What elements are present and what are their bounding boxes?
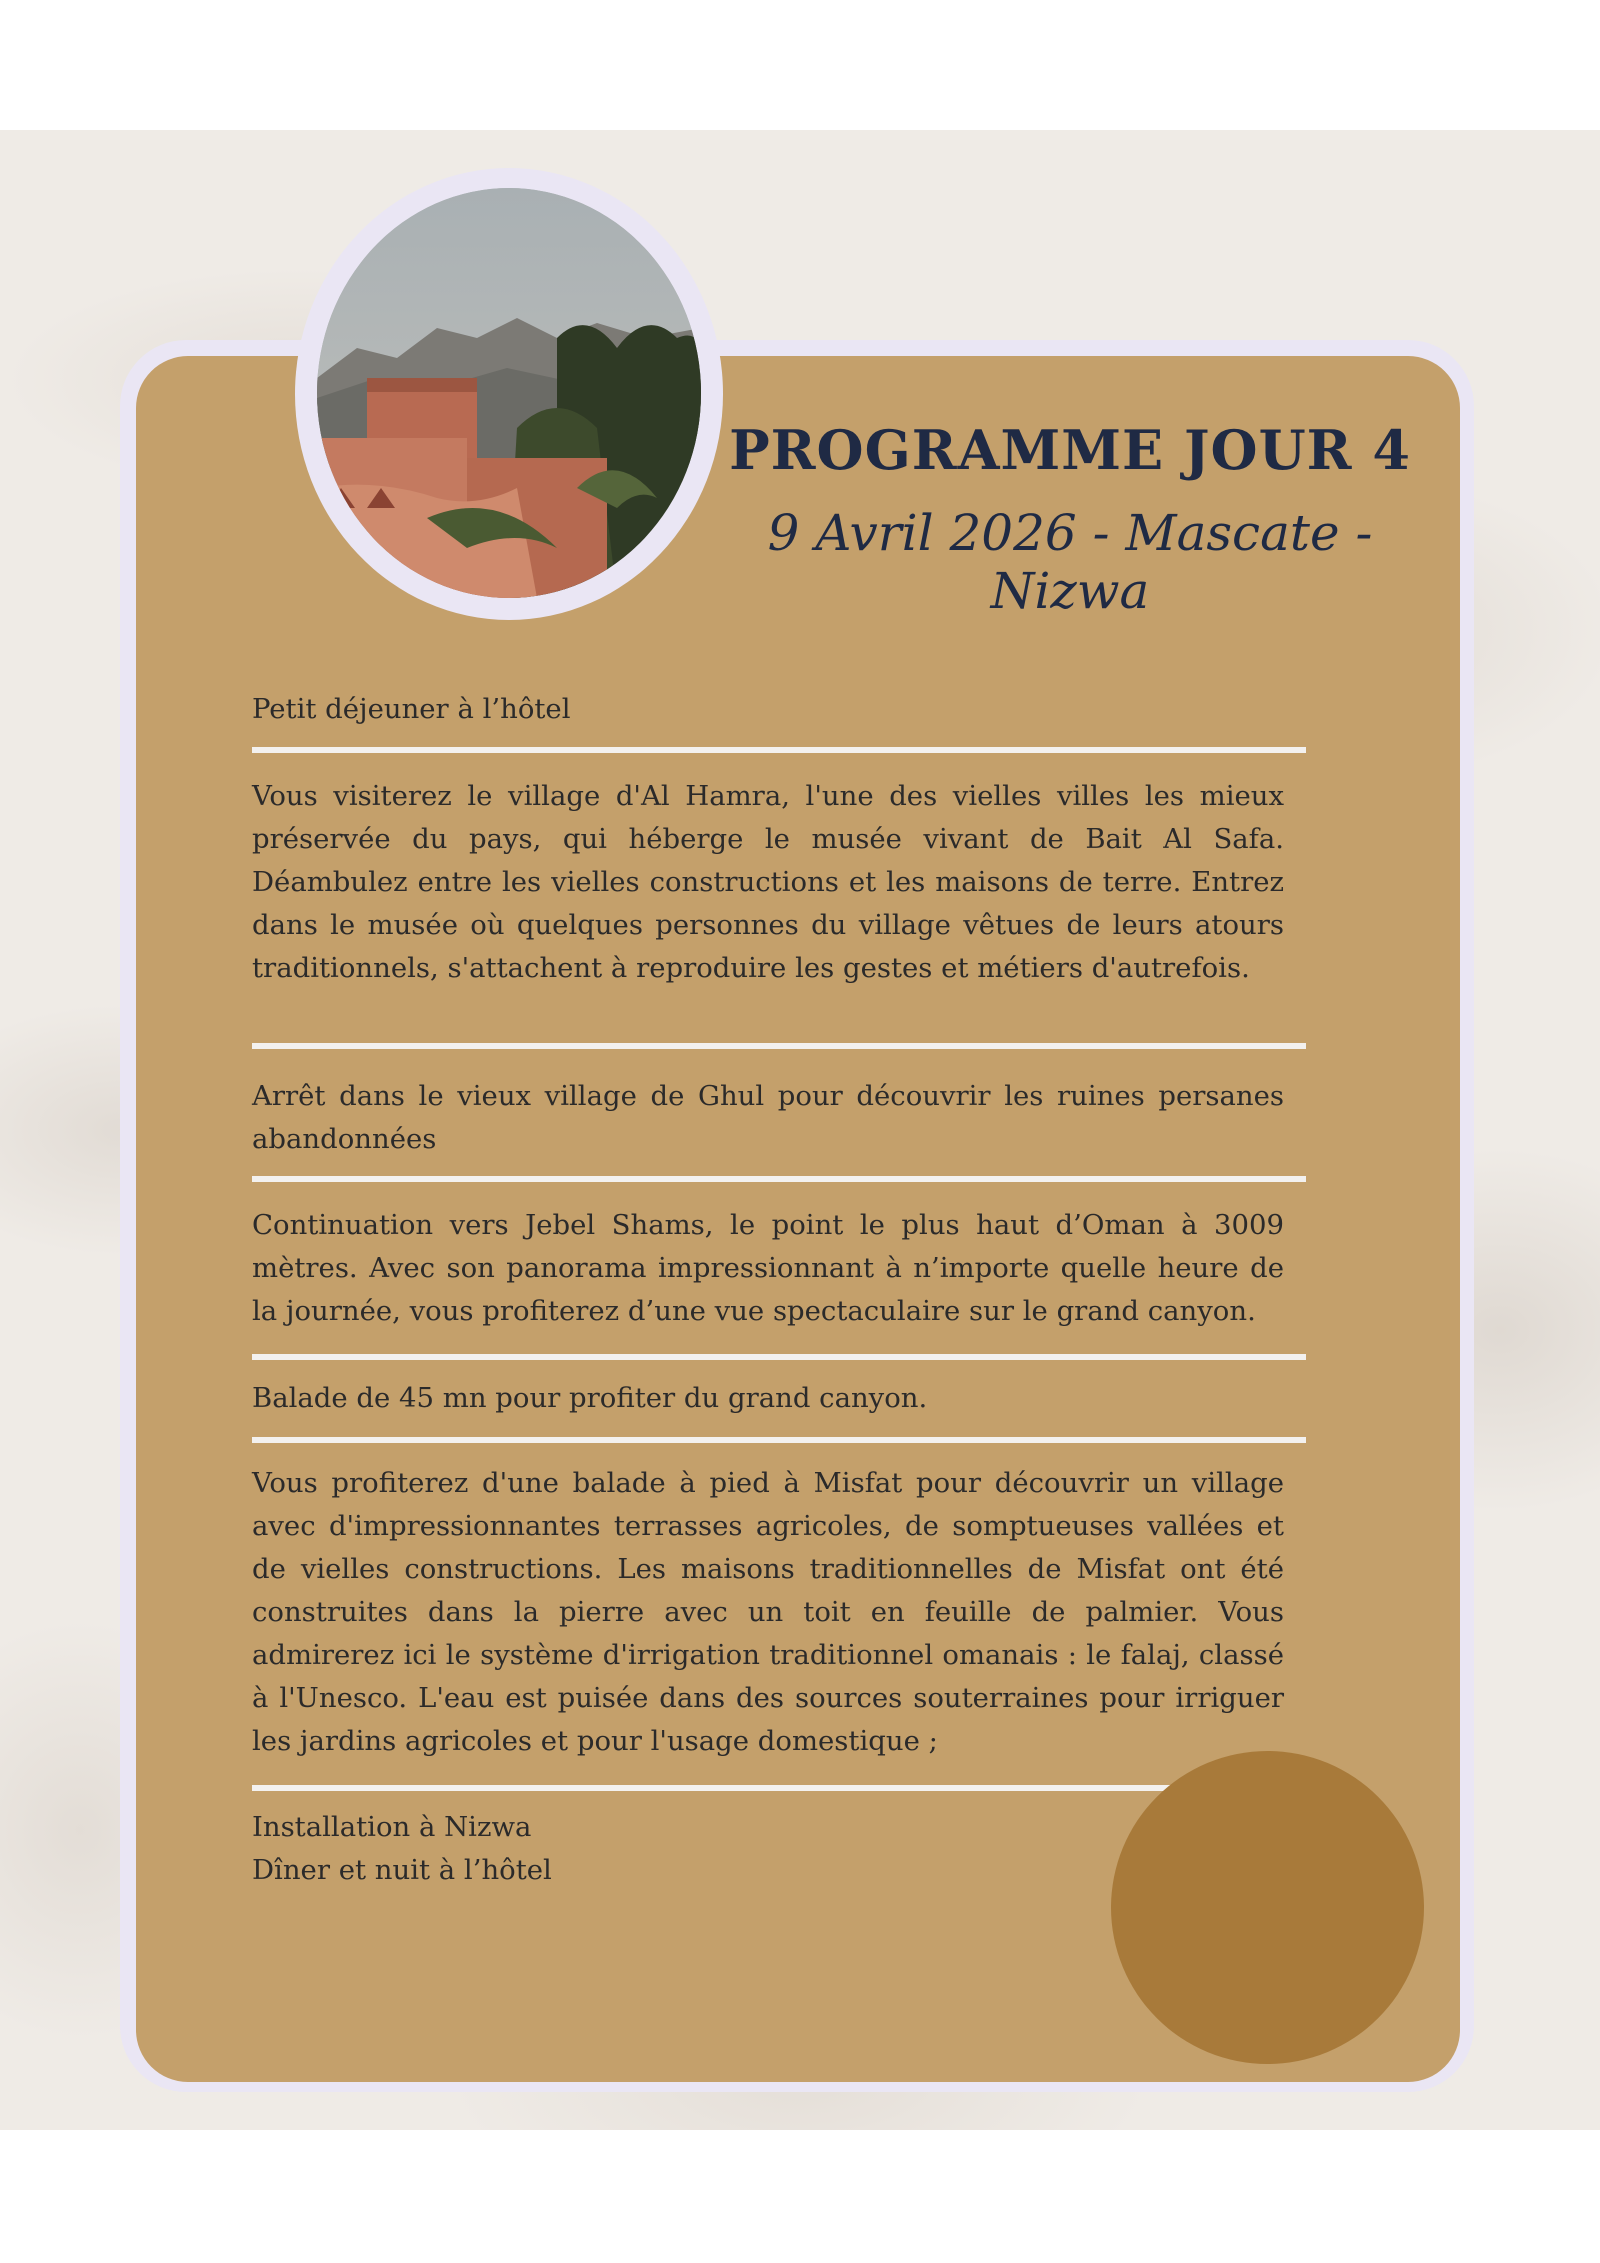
item-misfat: Vous profiterez d'une balade à pied à Misfat pour découvrir un village avec d'impressionnantes terrasses agricoles, de somptueuses vallées et de vielles constructions. Les maisons traditionnelles de Misfat ont été construites dans la pierre avec un toit en feuille de palmier. Vous admirerez ici le système d'irrigation traditionnel omanais : le falaj, classé à l'Unesco. L'eau est puisée dans des sources souterraines pour irriguer les jardins agricoles et pour l'usage domestique ; bbox=[252, 1467, 1284, 1757]
date-route-subtitle: 9 Avril 2026 - Mascate - Nizwa bbox=[767, 504, 1373, 620]
fortress-village-photo-icon bbox=[317, 188, 701, 598]
divider-rule bbox=[252, 1785, 1306, 1791]
divider-rule bbox=[252, 1043, 1306, 1049]
item-al-hamra: Vous visiterez le village d'Al Hamra, l'une des vielles villes les mieux préservée du pays, qui héberge le musée vivant de Bait Al Safa. Déambulez entre les vielles constructions et les maisons de terre. Entrez dans le musée où quelques personnes du village vêtues de leurs atours traditionnels, s'attachent à reproduire les gestes et métiers d'autrefois. bbox=[252, 780, 1284, 984]
divider-rule bbox=[252, 1437, 1306, 1443]
divider-rule bbox=[252, 1176, 1306, 1182]
divider-rule bbox=[252, 747, 1306, 753]
item-canyon-walk: Balade de 45 mn pour profiter du grand canyon. bbox=[252, 1382, 928, 1414]
closing-line-installation: Installation à Nizwa bbox=[252, 1811, 532, 1843]
item-breakfast: Petit déjeuner à l’hôtel bbox=[252, 693, 571, 725]
decorative-circle bbox=[1111, 1751, 1424, 2064]
divider-rule bbox=[252, 1354, 1306, 1360]
item-ghul: Arrêt dans le vieux village de Ghul pour découvrir les ruines persanes abandonnées bbox=[252, 1080, 1284, 1155]
closing-block bbox=[252, 1806, 1284, 1892]
item-jebel-shams: Continuation vers Jebel Shams, le point le plus haut d’Oman à 3009 mètres. Avec son panorama impressionnant à n’importe quelle heure de la journée, vous profiterez d’une vue spectaculaire sur le grand canyon. bbox=[252, 1209, 1284, 1327]
page-title: PROGRAMME JOUR 4 bbox=[729, 418, 1411, 482]
closing-line-dinner: Dîner et nuit à l’hôtel bbox=[252, 1854, 552, 1886]
